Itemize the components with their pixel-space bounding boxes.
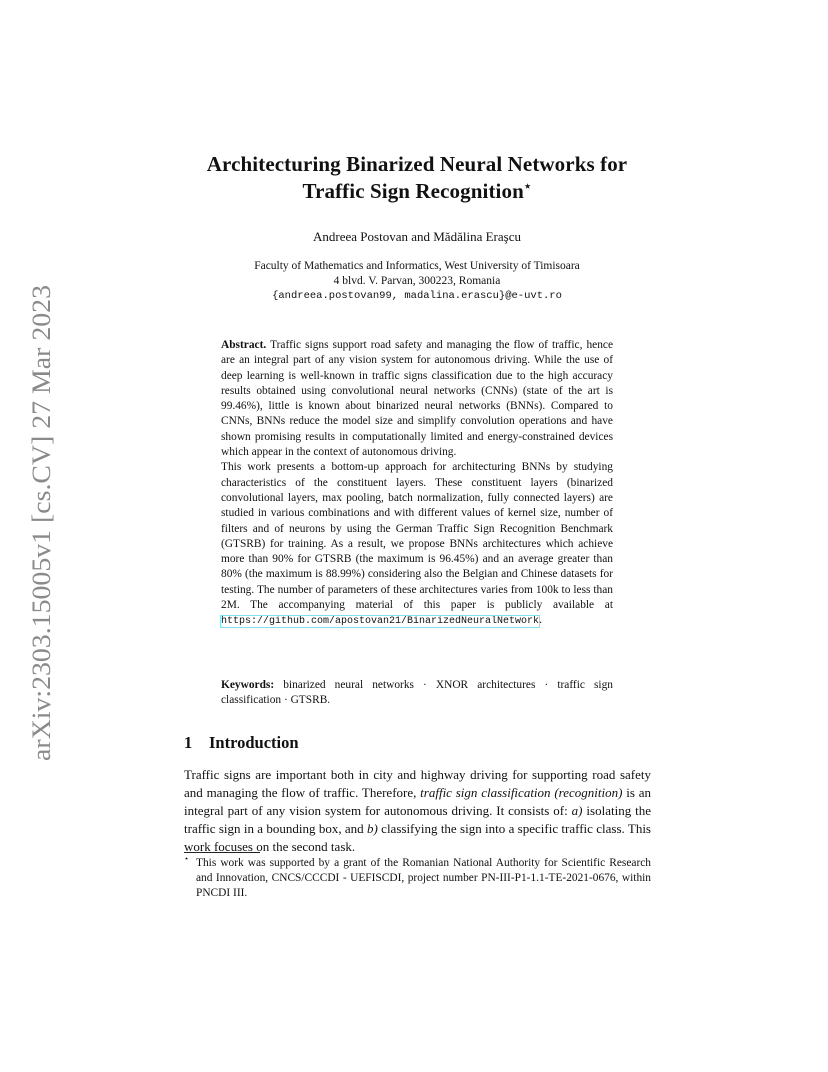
keywords-label: Keywords: xyxy=(221,679,275,691)
title-line-1: Architecturing Binarized Neural Networks for xyxy=(206,152,628,176)
arxiv-identifier-stamp xyxy=(22,283,58,761)
intro-text-b: is an integral part of any vision system for autonomous driving. It consists of: xyxy=(184,785,651,819)
title-line-2 xyxy=(184,178,650,205)
abstract-text-2: This work presents a bottom-up approach for architecturing BNNs by studying characteristics of the constituent layers. These constituent layers (binarized convolutional layers, max pooling, batch normalization, fully connected layers) are studied in various combinations and with different values of kernel size, number of filters and of neurons by using the German Traffic Sign Recognition Benchmark (GTSRB) for training. As a result, we propose BNNs architectures which achieve more than 90% for GTSRB (the maximum is 96.45%) and an average greater than 80% (the maximum is 88.99%) considering also the Belgian and Chinese datasets for testing. The number of parameters of these architectures varies from 100k to less than 2M. The accompanying material of this paper is publicly available at xyxy=(221,461,613,612)
section-title: Introduction xyxy=(209,733,299,752)
affiliation-line-2: 4 blvd. V. Parvan, 300223, Romania xyxy=(333,275,501,287)
section-heading-introduction xyxy=(184,733,299,753)
intro-text-a: Traffic signs are important both in city and highway driving for supporting road safety and managing the flow of traffic. Therefore, xyxy=(184,767,651,801)
intro-text-c: isolating the traffic sign in a bounding box, and xyxy=(184,803,652,837)
abstract-paragraph-1 xyxy=(221,338,613,460)
abstract-label: Abstract. xyxy=(221,339,267,351)
keywords-text: binarized neural networks · XNOR architectures · traffic sign classification · GTSRB. xyxy=(221,679,613,707)
paper-title xyxy=(184,151,650,205)
introduction-paragraph xyxy=(184,766,651,856)
keywords xyxy=(221,678,613,709)
intro-enum-a: a) xyxy=(571,803,583,819)
intro-text-d: classifying the sign into a specific traffic class. This work focuses on the second task. xyxy=(184,821,651,855)
author-list: Andreea Postovan and Mădălina Eraşcu xyxy=(313,229,521,244)
github-repository-link[interactable]: https://github.com/apostovan21/BinarizedNeuralNetwork xyxy=(221,616,540,628)
affiliation-line-1: Faculty of Mathematics and Informatics, West University of Timisoara xyxy=(254,260,580,272)
affiliation-block xyxy=(184,259,650,304)
footnote-separator xyxy=(184,852,260,853)
title-footnote-mark: ⋆ xyxy=(523,179,532,193)
section-number: 1 xyxy=(184,733,193,752)
abstract-paragraph-2 xyxy=(221,460,613,629)
intro-enum-b: b) xyxy=(367,821,378,837)
footnote-text: This work was supported by a grant of the Romanian National Authority for Scientific Research and Innovation, CNCS/CCCDI - UEFISCDI, project number PN-III-P1-1.1-TE-2021-0676, within PNCDI III. xyxy=(196,857,651,899)
author-emails: {andreea.postovan99, madalina.erascu}@e-uvt.ro xyxy=(272,290,562,302)
funding-footnote: ⋆ This work was supported by a grant of the Romanian National Authority for Scientific Research and Innovation, CNCS/CCCDI - UEFISCDI, project number PN-III-P1-1.1-TE-2021-0676, within PNCDI III. xyxy=(184,854,651,899)
title-line-2-text: Traffic Sign Recognition xyxy=(302,179,524,203)
abstract-text-1: Traffic signs support road safety and managing the flow of traffic, hence are an integral part of any vision system for autonomous driving. While the use of deep learning is well-known in traffic signs classification due to the high accuracy results obtained using convolutional neural networks (CNNs) (state of the art is 99.46%), little is known about binarized neural networks (BNNs). Compared to CNNs, BNNs reduce the model size and simplify convolution operations and have shown promising results in computationally limited and energy-constrained devices which appear in the context of autonomous driving. xyxy=(221,339,613,459)
intro-emphasis-classification: traffic sign classification (recognition) xyxy=(420,785,623,801)
abstract xyxy=(221,338,613,630)
abstract-end-period: . xyxy=(539,614,542,627)
intro-text xyxy=(184,766,651,856)
arxiv-stamp-text: arXiv:2303.15005v1 [cs.CV] 27 Mar 2023 xyxy=(26,307,56,761)
